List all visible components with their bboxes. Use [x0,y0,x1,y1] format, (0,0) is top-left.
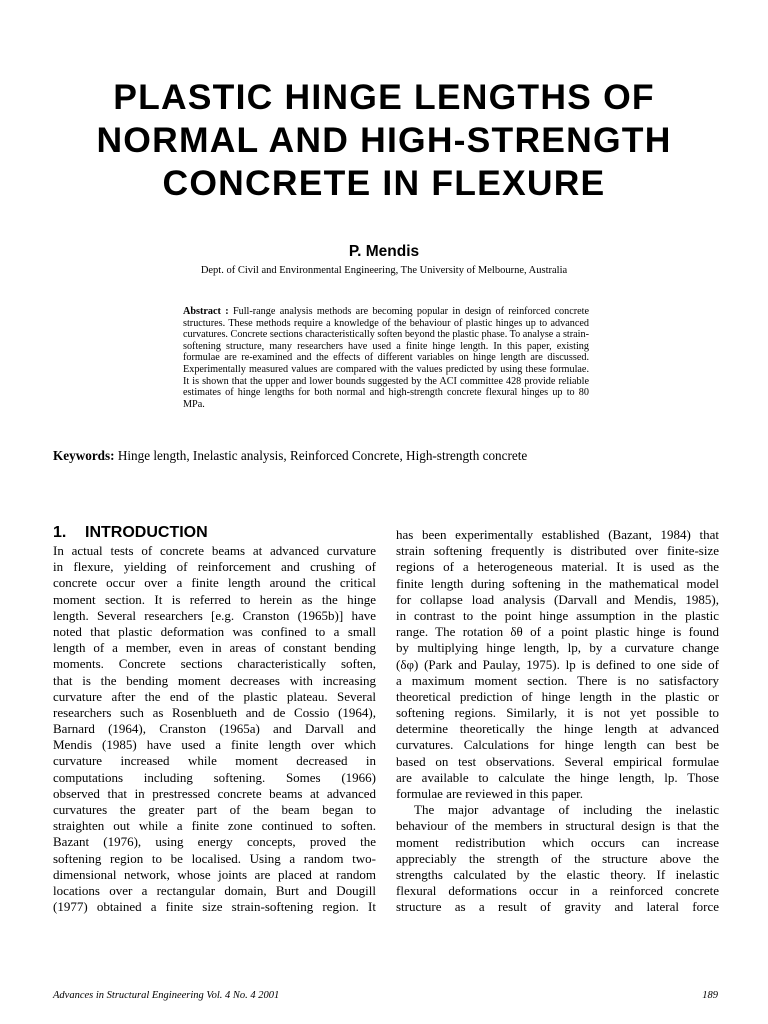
text-line: The major advantage of including the inelastic [414,802,719,818]
author-name: P. Mendis [348,243,420,260]
text-line: locations over a rectangular domain, Burt and Dougill [53,882,376,898]
text-line: a maximum moment section. There is no satisfactory [396,672,719,688]
text-line: appreciably the strength of the structure above the [396,850,719,866]
text-line: (δφ) (Park and Paulay, 1975). lp is defined to one side of [396,656,719,672]
text-line: moment section. It is referred to herein as the hinge [53,591,376,607]
text-line: in flexure, yielding of reinforcement and crushing of [53,559,376,575]
text-line: regions of a heterogeneous material. It is used as the [396,559,719,575]
left-column [53,543,376,915]
text-line: dimensional network, whose joints are placed at random [53,866,376,882]
text-line: (1977) obtained a finite size strain-softening region. It [53,899,376,915]
abstract [183,306,589,410]
text-line: are available to calculate the hinge length, lp. Those [396,769,719,785]
text-line: curvature after the end of the plastic plateau. Several [53,688,376,704]
abstract-label: Abstract : [183,306,229,317]
abstract-text: Full-range analysis methods are becoming popular in design of reinforced concrete structures. These methods require a knowledge of the behaviour of plastic hinges up to advanced curvatures. Concrete sections characteristically soften beyond the plastic phase. To analyse a strain-softening structure, many researchers have used a finite hinge length. In this paper, existing formulae are re-examined and the effects of different variables on hinge length are discussed. Experimentally measured values are compared with the values predicted by using these formulae. It is shown that the upper and lower bounds suggested by the ACI committee 428 provide reliable estimates of hinge lengths for both normal and high-strength concrete flexural hinges up to 80 MPa. [183,306,589,410]
text-line: structure as a result of gravity and lateral force [396,899,719,915]
keywords-text: Hinge length, Inelastic analysis, Reinforced Concrete, High-strength concrete [117,448,528,463]
text-line: strengths calculated by the elastic theory. If inelastic [396,866,719,882]
paper-title [30,76,738,205]
text-line: that is the bending moment decreases with increasing [53,672,376,688]
text-line: Bazant (1976), using energy concepts, proved the [53,834,376,850]
text-line: finite length during softening in the mathematical model [396,575,719,591]
text-line: observed that in prestressed concrete beams at advanced [53,785,376,801]
footer-page-number: 189 [702,990,718,1001]
text-line: noted that plastic deformation was confined to a small [53,623,376,639]
title-line-2: NORMAL AND HIGH-STRENGTH [96,120,672,160]
text-line: has been experimentally established (Bazant, 1984) that [396,527,719,542]
section-number: 1. [53,524,67,541]
text-line: behaviour of the members in structural design is that the [396,818,719,834]
text-line: In actual tests of concrete beams at advanced curvature [53,543,376,558]
title-line-1: PLASTIC HINGE LENGTHS OF [113,77,655,117]
text-line: strain softening frequently is distributed over finite-size [396,543,719,559]
text-line: softening region to be localised. Using a random two- [53,850,376,866]
text-line: based on test observations. Several empirical formulae [396,753,719,769]
text-line: length of a member, even in areas of constant bending [53,640,376,656]
text-line: curvatures. Calculations for hinge length can best be [396,737,719,753]
text-line: researchers such as Rosenblueth and de Cossio (1964), [53,704,376,720]
keywords-label: Keywords: [53,448,115,463]
text-line: for collapse load analysis (Darvall and Mendis, 1985), [396,591,719,607]
text-line: curvatures the greater part of the beam began to [53,802,376,817]
text-line: length. Several researchers [e.g. Cranston (1965b)] have [53,607,376,623]
text-line: Mendis (1985) have used a finite length over which [53,737,376,753]
text-line: in contrast to the point hinge assumption in the plastic [396,607,719,623]
text-line: theoretical prediction of hinge length in the plastic or [396,688,719,704]
text-line: range. The rotation δθ of a point plastic hinge is found [396,624,719,640]
text-line: softening regions. Similarly, it is not yet possible to [396,705,719,721]
text-line: moment redistribution which occurs can increase [396,834,719,850]
text-line: moments. Concrete sections characteristically soften, [53,656,376,672]
author-affiliation: Dept. of Civil and Environmental Engineering, The University of Melbourne, Australia [200,265,568,276]
text-line: computations including softening. Somes (1966) [53,769,376,785]
footer-journal: Advances in Structural Engineering Vol. 4 No. 4 2001 [53,990,280,1001]
text-line: straighten out while a finite zone continued to soften. [53,818,376,834]
text-line: Barnard (1964), Cranston (1965a) and Darvall and [53,721,376,737]
text-line: formulae are reviewed in this paper. [396,786,583,801]
keywords [53,448,733,464]
section-title: INTRODUCTION [85,524,208,541]
text-line: curvature increased while moment decreased in [53,753,376,769]
text-line: by multiplying hinge length, lp, by a curvature change [396,640,719,656]
text-line: concrete occur over a finite length around the critical [53,575,376,591]
text-line: determine theoretically the hinge length at advanced [396,721,719,737]
text-line: flexural deformations occur in a reinforced concrete [396,883,719,899]
section-heading [53,524,208,542]
title-line-3: CONCRETE IN FLEXURE [162,163,606,203]
right-column [396,527,719,916]
